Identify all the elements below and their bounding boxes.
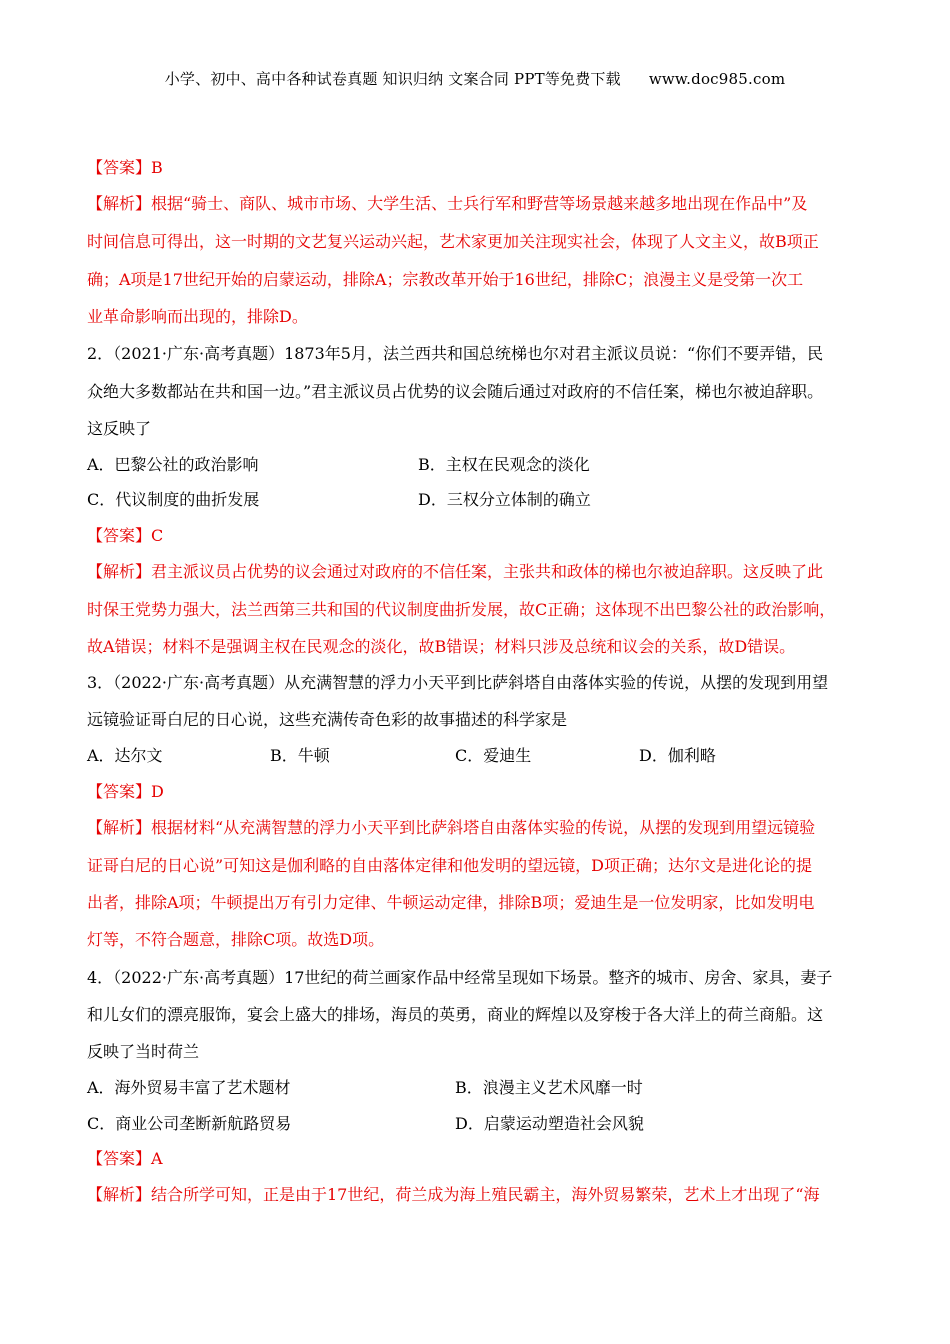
q4-option-b: B．浪漫主义艺术风靡一时 <box>455 1078 643 1097</box>
q1-analysis-line: 时间信息可得出，这一时期的文艺复兴运动兴起，艺术家更加关注现实社会，体现了人文主义，故B项正 <box>87 232 819 251</box>
q2-option-b: B．主权在民观念的淡化 <box>418 455 590 474</box>
q4-option-d: D．启蒙运动塑造社会风貌 <box>455 1114 644 1133</box>
q2-analysis-line: 【解析】君主派议员占优势的议会通过对政府的不信任案，主张共和政体的梯也尔被迫辞职。这反映了此 <box>87 562 824 581</box>
q1-answer: 【答案】B <box>87 158 163 177</box>
q1-analysis-line: 【解析】根据“骑士、商队、城市市场、大学生活、士兵行军和野营等场景越来越多地出现在作品中”及 <box>87 194 808 213</box>
q3-answer: 【答案】D <box>87 782 164 801</box>
q4-option-c: C．商业公司垄断新航路贸易 <box>87 1114 292 1133</box>
header-text: 小学、初中、高中各种试卷真题 知识归纳 文案合同 PPT等免费下载 <box>164 70 621 88</box>
q2-analysis-line: 时保王党势力强大，法兰西第三共和国的代议制度曲折发展，故C正确；这体现不出巴黎公社的政治影响， <box>87 600 836 619</box>
q2-analysis-line: 故A错误；材料不是强调主权在民观念的淡化，故B错误；材料只涉及总统和议会的关系，故D错误。 <box>87 637 796 656</box>
q3-analysis-line: 【解析】根据材料“从充满智慧的浮力小天平到比萨斜塔自由落体实验的传说，从摆的发现到用望远镜验 <box>87 818 816 837</box>
q4-answer: 【答案】A <box>87 1149 163 1168</box>
q1-analysis-line: 确；A项是17世纪开始的启蒙运动，排除A；宗教改革开始于16世纪，排除C；浪漫主义是受第一次工 <box>87 270 804 289</box>
q2-option-c: C．代议制度的曲折发展 <box>87 490 260 509</box>
q3-option-c: C．爱迪生 <box>455 746 532 765</box>
q1-analysis-line: 业革命影响而出现的，排除D。 <box>87 307 308 326</box>
q3-analysis-line: 灯等，不符合题意，排除C项。故选D项。 <box>87 930 385 949</box>
q3-stem-line: 3．（2022·广东·高考真题）从充满智慧的浮力小天平到比萨斜塔自由落体实验的传说，从摆的发现到用望 <box>87 673 829 692</box>
q2-answer: 【答案】C <box>87 526 164 545</box>
q3-analysis-line: 证哥白尼的日心说”可知这是伽利略的自由落体定律和他发明的望远镜，D项正确；达尔文是进化论的提 <box>87 856 813 875</box>
page-header <box>0 68 950 89</box>
q3-option-d: D．伽利略 <box>639 746 716 765</box>
header-site[interactable]: www.doc985.com <box>648 70 786 88</box>
q3-stem-line: 远镜验证哥白尼的日心说，这些充满传奇色彩的故事描述的科学家是 <box>87 710 568 729</box>
q2-stem-line: 这反映了 <box>87 419 152 438</box>
q3-analysis-line: 出者，排除A项；牛顿提出万有引力定律、牛顿运动定律，排除B项；爱迪生是一位发明家，比如发明电 <box>87 893 815 912</box>
q3-option-b: B．牛顿 <box>270 746 330 765</box>
q2-stem-line: 2．（2021·广东·高考真题）1873年5月，法兰西共和国总统梯也尔对君主派议员说：“你们不要弄错，民 <box>87 344 824 363</box>
q4-stem-line: 和儿女们的漂亮服饰，宴会上盛大的排场，海员的英勇，商业的辉煌以及穿梭于各大洋上的荷兰商船。这 <box>87 1005 824 1024</box>
q2-stem-line: 众绝大多数都站在共和国一边。”君主派议员占优势的议会随后通过对政府的不信任案，梯也尔被迫辞职。 <box>87 382 824 401</box>
q4-stem-line: 4．（2022·广东·高考真题）17世纪的荷兰画家作品中经常呈现如下场景。整齐的城市、房舍、家具，妻子 <box>87 968 833 987</box>
q2-option-a: A．巴黎公社的政治影响 <box>87 455 259 474</box>
q4-option-a: A．海外贸易丰富了艺术题材 <box>87 1078 291 1097</box>
q4-stem-line: 反映了当时荷兰 <box>87 1042 200 1061</box>
q2-option-d: D．三权分立体制的确立 <box>418 490 591 509</box>
q3-option-a: A．达尔文 <box>87 746 163 765</box>
q4-analysis-line: 【解析】结合所学可知，正是由于17世纪，荷兰成为海上殖民霸主，海外贸易繁荣，艺术上才出现了“海 <box>87 1185 820 1204</box>
